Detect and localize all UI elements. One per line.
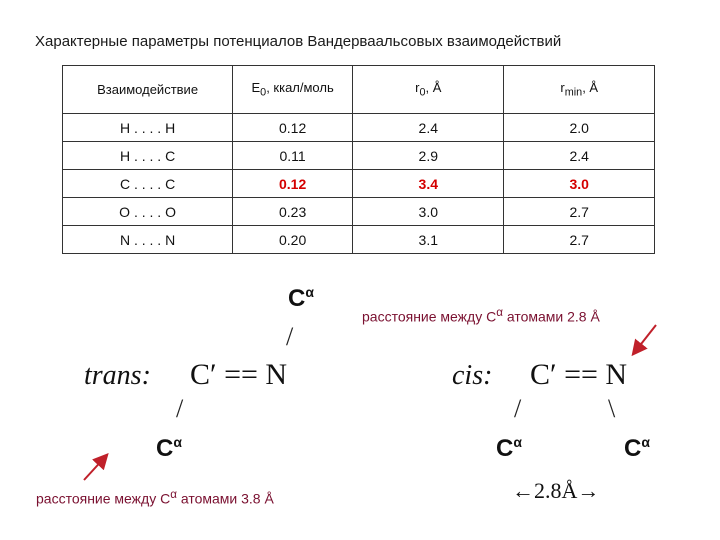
cell-rmin: 2.4 xyxy=(504,142,655,170)
cell-rmin: 3.0 xyxy=(504,170,655,198)
cis-c-alpha-left: $C^\alpha$ xyxy=(496,434,522,462)
trans-peptide-bond: C′ == N xyxy=(190,358,288,391)
table-row-highlighted xyxy=(63,170,655,198)
cell-pair: O . . . . O xyxy=(63,198,233,226)
cell-pair: C . . . . C xyxy=(63,170,233,198)
vdw-parameters-table xyxy=(62,65,655,254)
cis-peptide-bond: C′ == N xyxy=(530,358,628,391)
trans-c-alpha-bottom: $C^\alpha$ xyxy=(156,434,182,462)
trans-label: trans: xyxy=(84,360,151,391)
cis-label: cis: xyxy=(452,360,493,391)
cis-bond-right: \ xyxy=(608,394,616,423)
trans-c-alpha-top: $C^\alpha$ xyxy=(288,284,314,312)
cell-r0: 2.9 xyxy=(353,142,504,170)
table-row xyxy=(63,226,655,254)
cell-e0: 0.23 xyxy=(233,198,353,226)
cell-r0: 3.0 xyxy=(353,198,504,226)
cell-r0: 2.4 xyxy=(353,114,504,142)
cell-e0: 0.12 xyxy=(233,170,353,198)
trans-bond-top: / xyxy=(286,322,294,351)
header-interaction: Взаимодействие xyxy=(63,66,233,114)
cis-bond-left: / xyxy=(514,394,522,423)
table-row xyxy=(63,198,655,226)
cell-r0: 3.4 xyxy=(353,170,504,198)
header-e0: $E_0$, ккал/моль xyxy=(233,66,353,114)
cell-e0: 0.20 xyxy=(233,226,353,254)
cell-pair: N . . . . N xyxy=(63,226,233,254)
cell-r0: 3.1 xyxy=(353,226,504,254)
cell-rmin: 2.7 xyxy=(504,198,655,226)
table-header-row xyxy=(63,66,655,114)
page-title: Характерные параметры потенциалов Вандерваальсовых взаимодействий xyxy=(35,33,562,50)
cell-rmin: 2.7 xyxy=(504,226,655,254)
trans-bond-bottom: / xyxy=(176,394,184,423)
header-rmin: $r_{min}$, Å xyxy=(504,66,655,114)
cell-pair: H . . . . H xyxy=(63,114,233,142)
cell-rmin: 2.0 xyxy=(504,114,655,142)
cis-c-alpha-right: $C^\alpha$ xyxy=(624,434,650,462)
cell-e0: 0.12 xyxy=(233,114,353,142)
table-row xyxy=(63,142,655,170)
cis-distance-note: расстояние между $C^\alpha$ атомами 2.8 Å xyxy=(362,306,600,325)
header-r0: $r_0$, Å xyxy=(353,66,504,114)
cell-e0: 0.11 xyxy=(233,142,353,170)
trans-distance-note: расстояние между $C^\alpha$ атомами 3.8 Å xyxy=(36,488,274,507)
cell-pair: H . . . . C xyxy=(63,142,233,170)
table-row xyxy=(63,114,655,142)
cis-distance-label: ←2.8Å→ xyxy=(512,478,600,503)
